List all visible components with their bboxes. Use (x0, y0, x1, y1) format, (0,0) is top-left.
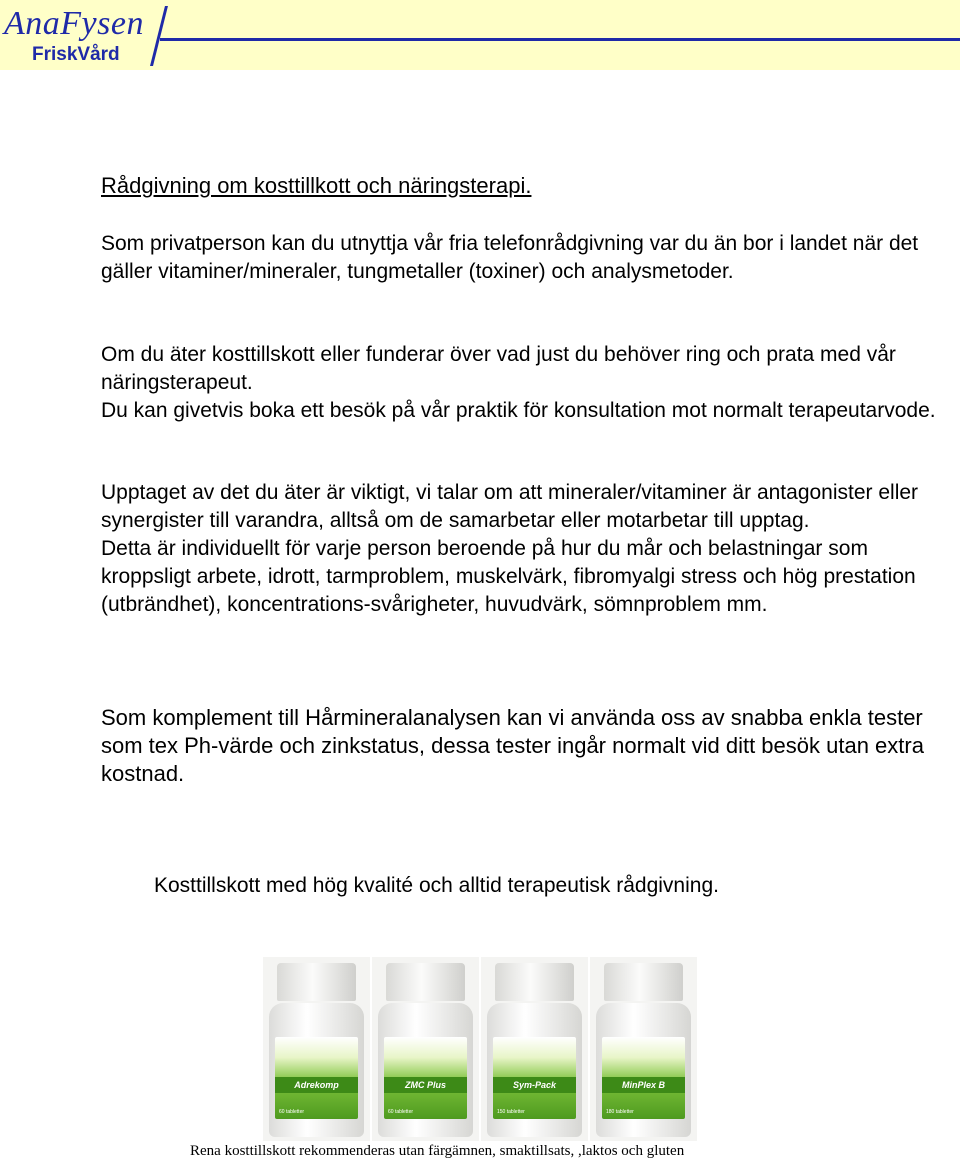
paragraph-uptake (101, 479, 941, 619)
bottle-label (493, 1037, 576, 1119)
product-name: Adrekomp (294, 1080, 339, 1090)
bottle-label (602, 1037, 685, 1119)
paragraph-hair-analysis: Som komplement till Hårmineralanalysen kan vi använda oss av snabba enkla tester som tex Ph-värde och zinkstatus, dessa tester ingår normalt vid ditt besök utan extra kostnad. (101, 705, 924, 786)
bottle-cap (386, 963, 465, 1001)
paragraph-supplements-line1: Om du äter kosttillskott eller funderar över vad just du behöver ring och prata med vår näringsterapeut. (101, 343, 896, 394)
paragraph-uptake-line2: Detta är individuellt för varje person beroende på hur du mår och belastningar som kroppsligt arbete, idrott, tarmproblem, muskelvärk, fibromyalgi stress och hög prestation (utbrändhet), koncentrations-svårigheter, huvudvärk, sömnproblem mm. (101, 537, 916, 616)
bottle-label (384, 1037, 467, 1119)
product-count: 180 tabletter (606, 1109, 634, 1115)
bottle-label (275, 1037, 358, 1119)
product-name: ZMC Plus (404, 1080, 446, 1090)
product-bottle (481, 957, 588, 1141)
paragraph-phone-advice: Som privatperson kan du utnyttja vår fria telefonrådgivning var du än bor i landet när det gäller vitaminer/mineraler, tungmetaller (toxiner) och analysmetoder. (101, 232, 919, 283)
product-bottle (372, 957, 479, 1141)
product-name: Sym-Pack (512, 1080, 557, 1090)
header-rule (160, 38, 960, 41)
logo-slash-mark (150, 6, 168, 66)
product-bottle (263, 957, 370, 1141)
product-image-row (263, 957, 697, 1141)
logo-name: AnaFysen (4, 5, 144, 42)
footer-caption: Rena kosttillskott rekommenderas utan färgämnen, smaktillsats, ,laktos och gluten (190, 1143, 685, 1159)
bottle-cap (495, 963, 574, 1001)
product-count: 60 tabletter (388, 1109, 414, 1115)
bottle-cap (277, 963, 356, 1001)
tagline: Kosttillskott med hög kvalité och alltid terapeutisk rådgivning. (154, 874, 719, 897)
product-count: 60 tabletter (279, 1109, 305, 1115)
paragraph-supplements (101, 341, 941, 425)
paragraph-uptake-line1: Upptaget av det du äter är viktigt, vi talar om att mineraler/vitaminer är antagonister eller synergister till varandra, alltså om de samarbetar eller motarbetar till upptag. (101, 481, 919, 532)
product-count: 150 tabletter (497, 1109, 525, 1115)
product-name: MinPlex B (621, 1080, 665, 1090)
page-heading: Rådgivning om kosttillkott och näringsterapi. (101, 173, 532, 198)
paragraph-supplements-line2: Du kan givetvis boka ett besök på vår praktik för konsultation mot normalt terapeutarvode. (101, 399, 936, 422)
product-bottle (590, 957, 697, 1141)
logo-subtitle: FriskVård (32, 44, 120, 65)
header-banner (0, 0, 960, 70)
bottle-cap (604, 963, 683, 1001)
